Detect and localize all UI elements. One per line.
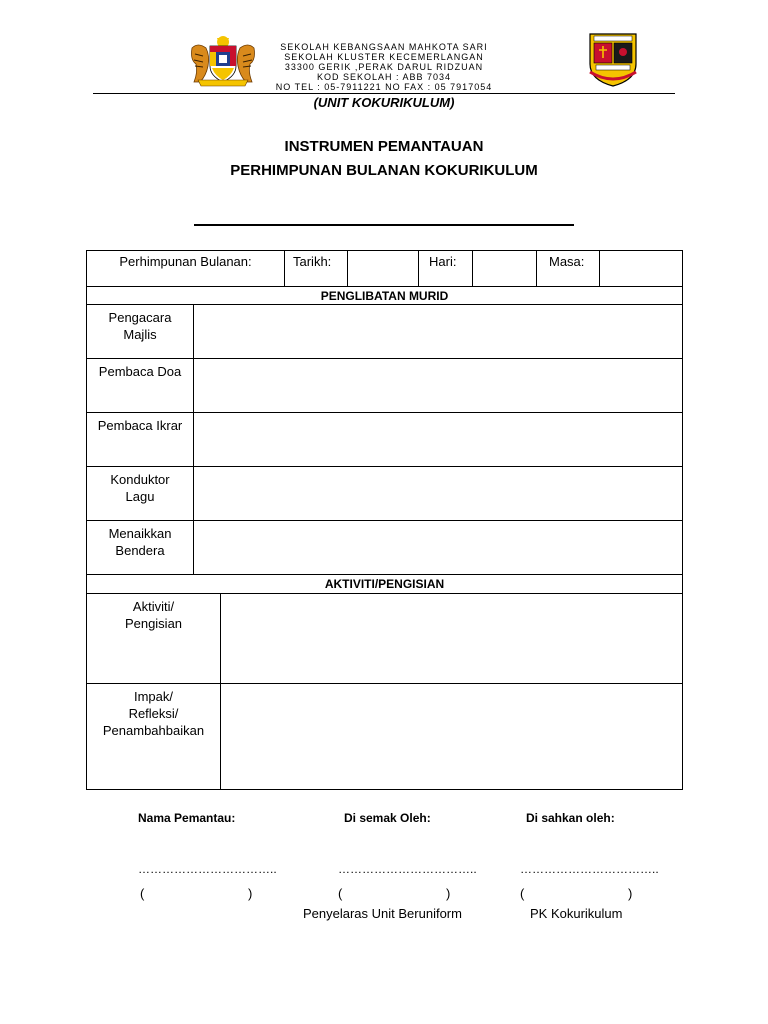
pembaca-ikrar-field[interactable] [194,413,683,467]
table-row [87,684,683,790]
document-subtitle: PERHIMPUNAN BULANAN KOKURIKULUM [230,162,538,179]
row-label-impak: Impak/ Refleksi/ Penambahbaikan [87,684,221,790]
sig-label-pemantau: Nama Pemantau: [138,811,236,825]
sig-role-pk: PK Kokurikulum [530,906,623,921]
school-code: KOD SEKOLAH : ABB 7034 [316,72,452,82]
masa-field[interactable] [600,251,683,287]
row-label-aktiviti: Aktiviti/ Pengisian [87,594,221,684]
table-row [87,413,683,467]
konduktor-field[interactable] [194,467,683,521]
school-cluster: SEKOLAH KLUSTER KECEMERLANGAN [284,52,484,62]
sig-line-pemantau[interactable]: …………………………….. [138,862,277,876]
sig-line-disahkan[interactable]: …………………………….. [520,862,659,876]
sig-label-disemak: Di semak Oleh: [344,811,431,825]
perhimpunan-label: Perhimpunan Bulanan: [87,251,285,287]
school-address: 33300 GERIK ,PERAK DARUL RIDZUAN [284,62,484,72]
table-row [87,305,683,359]
masa-label: Masa: [537,251,600,287]
row-label-pembaca-doa: Pembaca Doa [87,359,194,413]
document-title: INSTRUMEN PEMANTAUAN [284,138,484,155]
row-label-pengacara: Pengacara Majlis [87,305,194,359]
table-row [87,467,683,521]
school-badge-icon [584,30,642,88]
sig-label-disahkan: Di sahkan oleh: [526,811,615,825]
school-info [262,42,506,92]
section-aktiviti-pengisian: AKTIVITI/PENGISIAN [87,575,683,594]
form-header-row [87,251,683,287]
sig-paren-close-3: ) [628,886,633,901]
national-crest-icon [186,34,260,88]
table-row [87,521,683,575]
row-label-konduktor: Konduktor Lagu [87,467,194,521]
impak-field[interactable] [221,684,683,790]
row-label-bendera: Menaikkan Bendera [87,521,194,575]
pembaca-doa-field[interactable] [194,359,683,413]
sig-line-disemak[interactable]: …………………………….. [338,862,477,876]
tarikh-field[interactable] [348,251,419,287]
table-row [87,359,683,413]
aktiviti-field[interactable] [221,594,683,684]
school-contact: NO TEL : 05-7911221 NO FAX : 05 7917054 [275,82,493,92]
section-penglibatan-murid: PENGLIBATAN MURID [87,287,683,305]
unit-label: (UNIT KOKURIKULUM) [313,95,455,110]
hari-field[interactable] [473,251,537,287]
sig-paren-close-2: ) [446,886,451,901]
monitoring-form-table [86,250,683,790]
sig-paren-open-3: ( [520,886,525,901]
pengacara-field[interactable] [194,305,683,359]
row-label-pembaca-ikrar: Pembaca Ikrar [87,413,194,467]
header-divider [93,93,675,94]
title-underline-blank [194,224,574,226]
tarikh-label: Tarikh: [285,251,348,287]
bendera-field[interactable] [194,521,683,575]
sig-paren-open-2: ( [338,886,343,901]
sig-paren-close-1: ) [248,886,253,901]
school-name: SEKOLAH KEBANGSAAN MAHKOTA SARI [280,42,488,52]
sig-paren-open-1: ( [140,886,145,901]
table-row [87,594,683,684]
hari-label: Hari: [419,251,473,287]
sig-role-penyelaras: Penyelaras Unit Beruniform [303,906,462,921]
